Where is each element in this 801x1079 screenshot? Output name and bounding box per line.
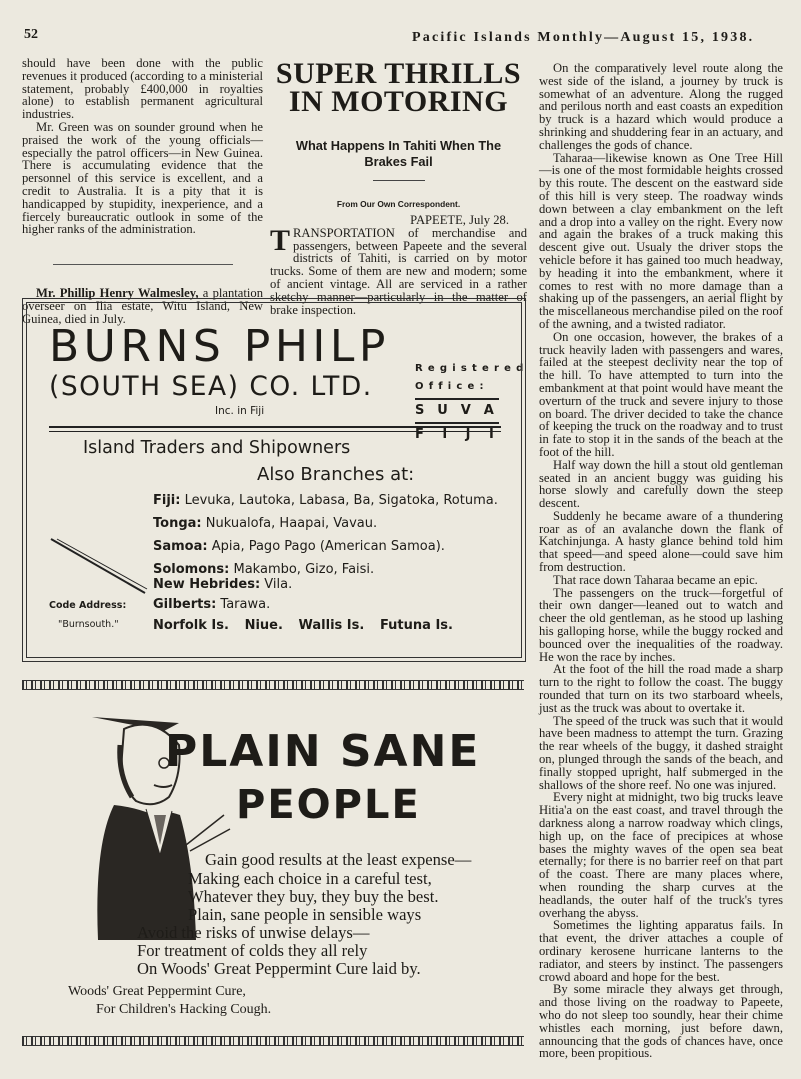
branch-places: Nukualofa, Haapai, Vavau.	[201, 516, 378, 531]
branch-line	[153, 577, 292, 592]
paragraph: Suddenly he became aware of a thundering roar as of an avalanche down the flank of Katchinjunga. A hasty glance behind told him that speed—and speed alone—could save him from destruction.	[539, 508, 783, 575]
branch-places: Levuka, Lautoka, Labasa, Ba, Sigatoka, Rotuma.	[180, 493, 498, 508]
letter: F	[415, 427, 430, 442]
paragraph: should have been done with the public revenues it produced (according to a ministerial statement, probably £400,000 in royalties alone) to establish permanent agricultural industries.	[22, 56, 263, 122]
branch-label: New Hebrides:	[153, 577, 261, 592]
ad-title-line2: PEOPLE	[236, 782, 421, 828]
paragraph: On the comparatively level route along the west side of the island, a journey by truck is somewhat of an adventure. Along the rugged and perilous north and east coasts an expedition by truck is a hazard which would produce a shrinking and shuddering fear in an actuary, and challenges the gods of chance.	[539, 61, 783, 152]
branches-heading: Also Branches at:	[257, 464, 415, 485]
paragraph: The passengers on the truck—forgetful of their own danger—leaned out to watch and cheer the old gentleman, as he stood up lashing his galloping horse, while the buggy rocked and bounced over the inequalities of the roadway. He won the race by inches.	[539, 585, 783, 664]
poem-line: Gain good results at the least expense—	[205, 850, 472, 869]
registered-office	[415, 360, 529, 444]
branch-label: Samoa:	[153, 539, 208, 554]
paragraph: Half way down the hill a stout old gentleman seated in an ancient buggy was guiding his horse slowly and carefully down the steep descent.	[539, 457, 783, 511]
ad-title-line1: PLAIN SANE	[165, 726, 481, 777]
branch-places: Vila.	[260, 577, 293, 592]
branch-place: Norfolk Is.	[153, 618, 229, 633]
traders-line: Island Traders and Shipowners	[83, 438, 351, 458]
column-left	[22, 57, 263, 326]
poem-line: On Woods' Great Peppermint Cure laid by.	[137, 959, 421, 978]
drop-cap: T	[270, 223, 291, 257]
paragraph: That race down Taharaa became an epic.	[553, 572, 758, 587]
paragraph: The speed of the truck was such that it would have been madness to attempt the turn. Grazing the rear wheels of the buggy, it dashed straight on, plunged through the sands of the beach, and finally stopped upright, half submerged in the shallows of the shore reef. No one was injured.	[539, 713, 783, 792]
poem-line: Whatever they buy, they buy the best.	[188, 887, 439, 906]
correspondent-line: From Our Own Correspondent.	[336, 199, 461, 209]
running-head: Pacific Islands Monthly—August 15, 1938.	[412, 30, 755, 45]
code-address-label: Code Address:	[49, 600, 127, 611]
poem-line: For treatment of colds they all rely	[137, 941, 368, 960]
page-number: 52	[24, 27, 38, 42]
poem-line: Plain, sane people in sensible ways	[188, 905, 422, 924]
column-right	[539, 62, 783, 1060]
ornamental-border	[22, 680, 524, 690]
poem-line: Avoid the risks of unwise delays—	[137, 923, 370, 942]
company-name-sub: (SOUTH SEA) CO. LTD.	[49, 371, 373, 402]
branch-places: Apia, Pago Pago (American Samoa).	[207, 539, 445, 554]
letter: I	[488, 427, 499, 442]
divider	[415, 398, 499, 400]
product-tagline	[68, 983, 271, 1019]
paragraph: On one occasion, however, the brakes of a truck heavily laden with passengers and wares, failed at the steepest declivity near the top of the hill. To have attempted to turn into the embankment at that point would have meant the overturn of the truck and severe injury to those on board. The driver decided to take the chance of keeping the truck on the roadway and to trust in fate to stop it in the sands of the beach at the foot of the hill.	[539, 329, 783, 459]
paragraph: Mr. Green was on sounder ground when he praised the work of the young officials—especially the patrol officers—in New Guinea. There is accumulating evidence that the personnel of this service is excellent, and a credit to Australia. It is a pity that it is handicapped by stupidity, inexperience, and a fiercely bureaucratic outlook in some of the higher ranks of the administration.	[22, 119, 263, 237]
branch-place: Wallis Is.	[298, 618, 365, 633]
letter: S	[415, 403, 430, 418]
notice-name: Mr. Phillip Henry Walmesley,	[36, 286, 199, 301]
arrow-ornament	[49, 537, 149, 597]
lead-text: RANSPORTATION of merchandise and passengers, between Papeete and the several districts of Tahiti, is carried on by motor trucks. Some of them are new and modern; some of ancient vintage. All are serviced in a rather sketchy manner—particularly in the matter of brake inspection.	[270, 225, 527, 317]
branch-label: Gilberts:	[153, 597, 217, 612]
branch-places: Tarawa.	[216, 597, 271, 612]
cable-address: "Burnsouth."	[58, 619, 119, 630]
letter: I	[442, 427, 453, 442]
fiji	[415, 426, 499, 444]
branch-line	[153, 597, 270, 612]
letter: U	[437, 403, 454, 418]
incorporation: Inc. in Fiji	[215, 405, 265, 417]
subheadline: What Happens In Tahiti When The Brakes Fail	[295, 138, 502, 169]
branch-line	[153, 539, 445, 554]
poem-line: Making each choice in a careful test,	[188, 869, 432, 888]
tagline-1: Woods' Great Peppermint Cure,	[68, 984, 246, 999]
paragraph: Sometimes the lighting apparatus fails. In that event, the driver attaches a couple of ordinary kerosene hurricane lanterns to the radiator, and steers by instinct. The passengers crowd aboard and hope for the best.	[539, 918, 783, 984]
branch-place: Futuna Is.	[379, 618, 453, 633]
branch-places: Makambo, Gizo, Faisi.	[229, 562, 375, 577]
letter: V	[460, 403, 477, 418]
dateline: PAPEETE, July 28.	[410, 213, 509, 227]
column-middle	[270, 57, 527, 317]
paragraph: Taharaa—likewise known as One Tree Hill—is one of the most formidable heights crossed by this route. The descent on the eastward side of this hill is very steep. The roadway winds down between a clay embankment on the left and a drop into a valley on the right. Every now and again the brakes of a truck making this descent give out. Usualy the driver stops the vehicle before it has gained too much headway, by heading it into the embankment, where it comes to rest with no more damage than a shaking up of the passengers, an aerial flight by the miscellaneous merchandise piled on the roof of the awning, and a twisted radiator.	[539, 150, 783, 331]
divider	[53, 264, 233, 265]
divider	[415, 422, 499, 424]
paragraph: Every night at midnight, two big trucks leave Hitia'a on the east coast, and travel through the darkness along a narrow roadway which clings, high up, on the face of precipices at whose bases the mighty waves of the open sea beat eternally; for there is no barrier reef on that part of the coast. There are many places where, when rounding the sharp curves at the headlands, the outer half of the truck's tyres overhang the abyss.	[539, 790, 783, 920]
branch-label: Tonga:	[153, 516, 202, 531]
paragraph: At the foot of the hill the road made a sharp turn to the right to follow the coast. The buggy rounded that turn on its two starboard wheels, just as the truck was about to overtake it.	[539, 662, 783, 715]
branch-line	[153, 562, 374, 577]
divider	[373, 180, 425, 181]
branch-line	[153, 493, 498, 508]
branch-place: Niue.	[244, 618, 283, 633]
ornamental-border	[22, 1036, 524, 1046]
paragraph: By some miracle they always get through, and those living on the roadway to Papeete, who do not sleep too soundly, hear their chime whistles each morning, just before dawn, announcing that the gods of chances have, once more, been propitious.	[539, 982, 783, 1061]
branch-line	[153, 516, 377, 531]
burns-philp-advertisement	[22, 298, 529, 662]
notice-text: a plantation overseer on Ilia estate, Witu Island, New Guinea, died in July.	[22, 286, 263, 326]
letter: A	[483, 403, 499, 418]
branch-label: Solomons:	[153, 562, 230, 577]
registered-label: Registered Office:	[415, 363, 529, 392]
branch-label: Fiji:	[153, 493, 181, 508]
rule	[49, 431, 501, 432]
suva	[415, 402, 499, 420]
letter: J	[465, 427, 476, 442]
branch-line-islands	[153, 618, 453, 633]
tagline-2: For Children's Hacking Cough.	[96, 1002, 272, 1017]
headline: SUPER THRILLS IN MOTORING	[275, 57, 522, 118]
rule	[49, 426, 501, 428]
company-name: BURNS PHILP	[49, 321, 390, 372]
